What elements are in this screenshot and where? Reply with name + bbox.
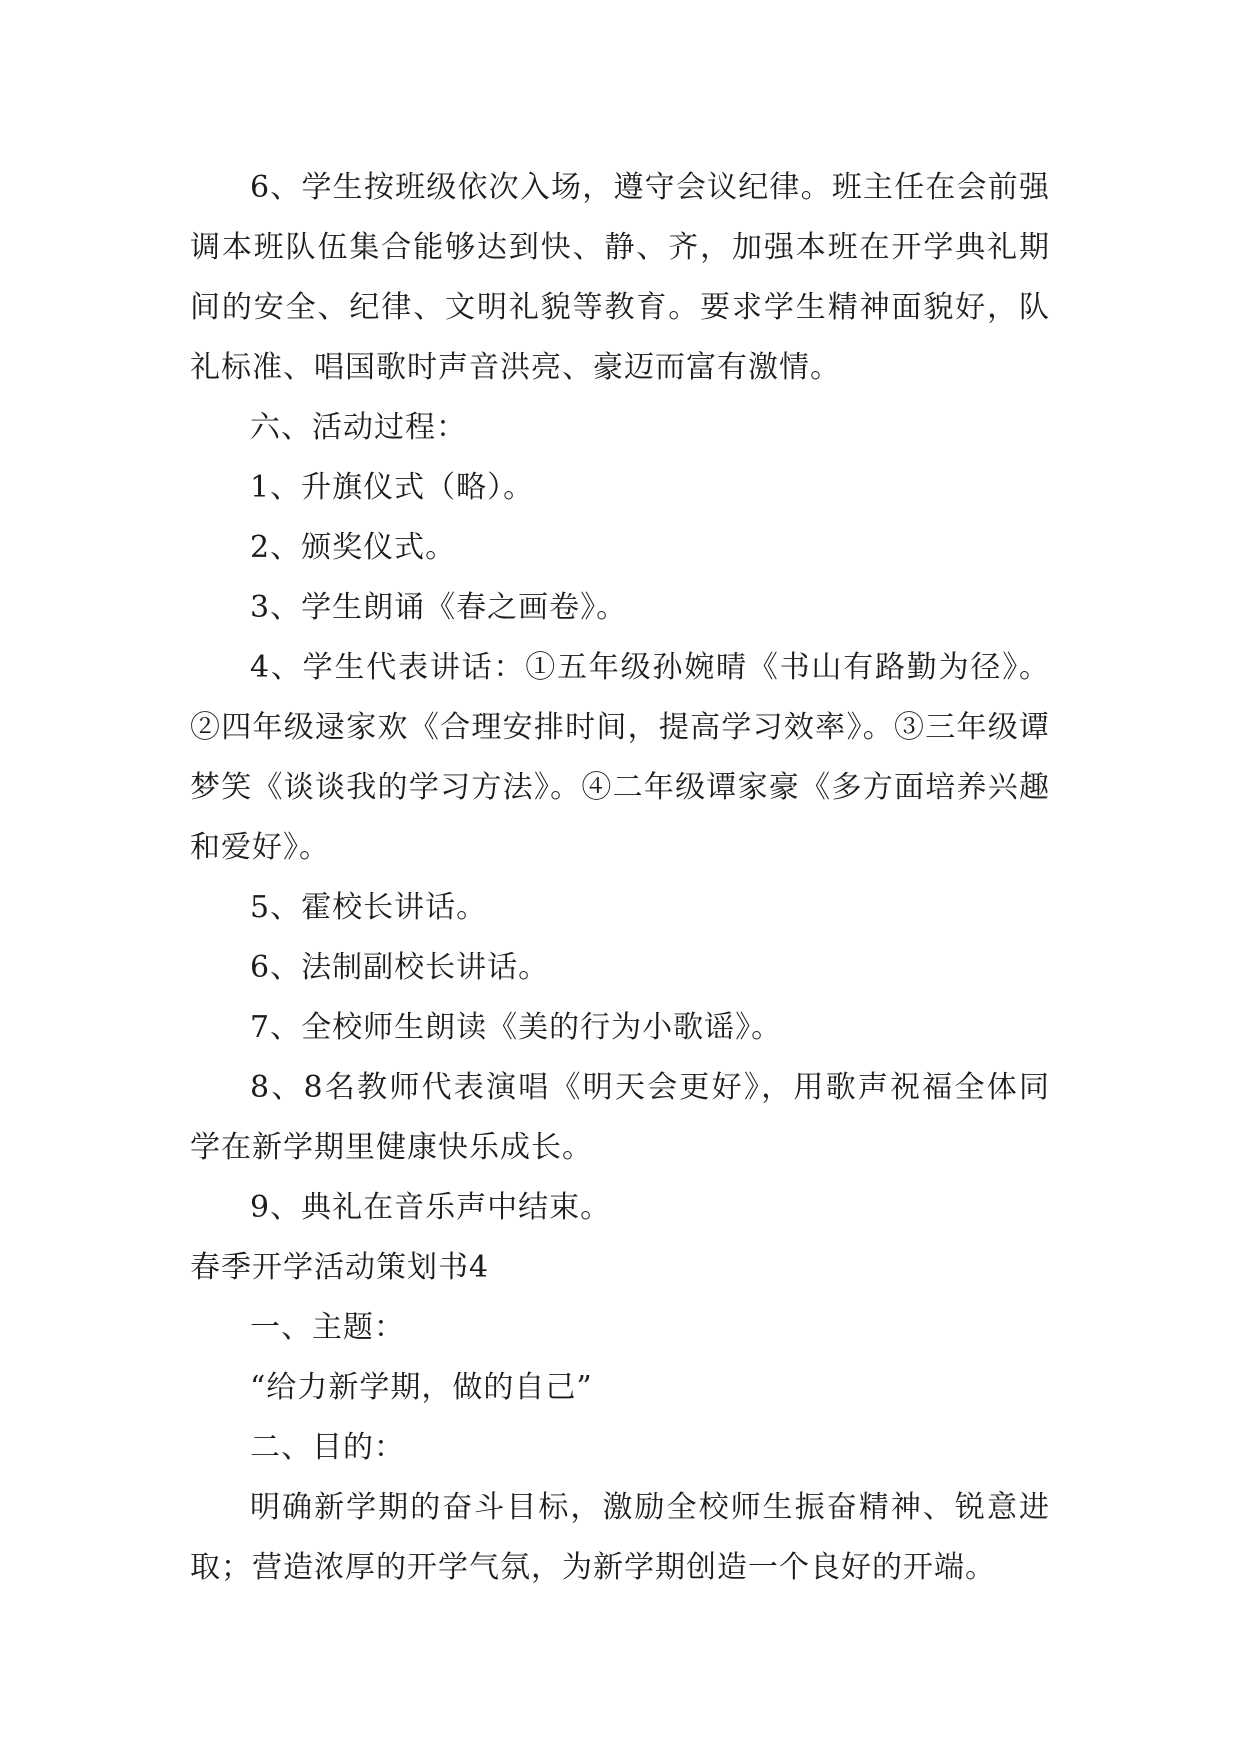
list-item-recitation: 3、学生朗诵《春之画卷》。	[250, 590, 628, 625]
section-title: 春季开学活动策划书4	[190, 1250, 490, 1285]
list-item-vice-principal-speech: 6、法制副校长讲话。	[250, 950, 550, 985]
list-item-reading: 7、全校师生朗读《美的行为小歌谣》。	[250, 1010, 783, 1045]
heading-activity-process: 六、活动过程：	[250, 410, 467, 445]
list-item-flag-raising: 1、升旗仪式（略）。	[250, 470, 535, 505]
document-body	[190, 158, 1050, 1598]
list-item-award-ceremony: 2、颁奖仪式。	[250, 530, 457, 565]
paragraph-student-entry: 6、学生按班级依次入场，遵守会议纪律。班主任在会前强调本班队伍集合能够达到快、静、齐，加强本班在开学典礼期间的安全、纪律、文明礼貌等教育。要求学生精神面貌好，队礼标准、唱国歌时声音洪亮、豪迈而富有激情。	[190, 170, 1050, 385]
list-item-principal-speech: 5、霍校长讲话。	[250, 890, 488, 925]
list-item-ceremony-end: 9、典礼在音乐声中结束。	[250, 1190, 612, 1225]
heading-purpose: 二、目的：	[250, 1430, 405, 1465]
heading-theme: 一、主题：	[250, 1310, 405, 1345]
theme-slogan: “给力新学期，做的自己”	[250, 1370, 593, 1405]
paragraph-purpose: 明确新学期的奋斗目标，激励全校师生振奋精神、锐意进取；营造浓厚的开学气氛，为新学期创造一个良好的开端。	[190, 1490, 1050, 1585]
list-item-teacher-song: 8、8名教师代表演唱《明天会更好》，用歌声祝福全体同学在新学期里健康快乐成长。	[190, 1070, 1050, 1165]
list-item-student-speeches: 4、学生代表讲话：①五年级孙婉晴《书山有路勤为径》。②四年级逯家欢《合理安排时间，提高学习效率》。③三年级谭梦笑《谈谈我的学习方法》。④二年级谭家豪《多方面培养兴趣和爱好》。	[190, 650, 1050, 865]
